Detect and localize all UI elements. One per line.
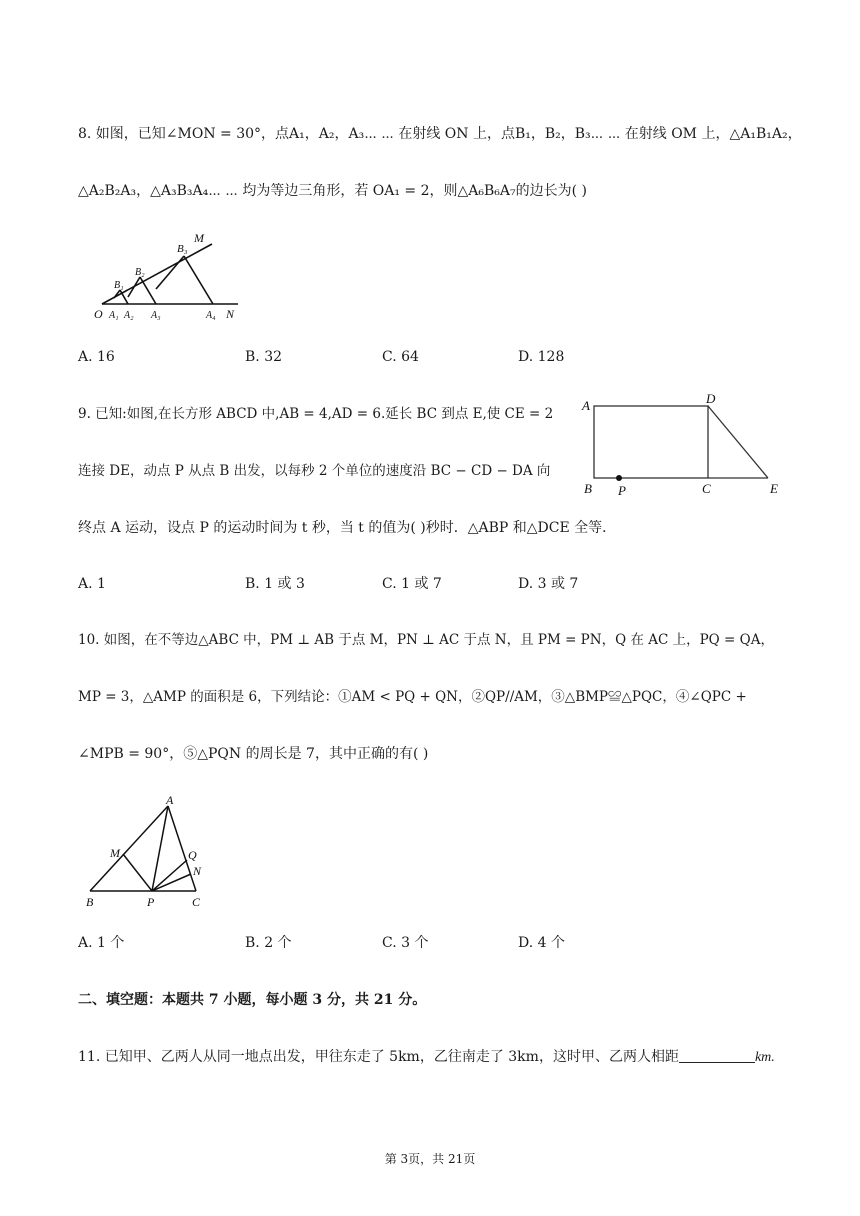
- q9-option-d: D. 3 或 7: [518, 576, 579, 592]
- q9-label-P: P: [618, 483, 626, 498]
- q8-label-A4: A₄: [206, 310, 216, 321]
- q8-label-M: M: [194, 231, 204, 245]
- q9-label-C: C: [702, 481, 711, 496]
- q10-label-P: P: [147, 895, 155, 909]
- q9-line1: 9. 已知:如图,在长方形 ABCD 中,AB = 4,AD = 6.延长 BC 到点 E,使 CE = 2: [78, 406, 554, 422]
- q8-label-B3: B₃: [177, 243, 188, 255]
- q10-figure: [84, 792, 214, 910]
- q9-label-A: A: [582, 398, 590, 413]
- q11-line: [78, 1047, 775, 1068]
- q8-label-N: N: [226, 307, 235, 321]
- q8-option-d: D. 128: [518, 349, 565, 365]
- q10-line1: 10. 如图，在不等边△ABC 中，PM ⊥ AB 于点 M，PN ⊥ AC 于点 N，且 PM = PN，Q 在 AC 上，PQ = QA，: [78, 632, 774, 648]
- q9-option-a: A. 1: [78, 576, 106, 592]
- q9-option-c: C. 1 或 7: [382, 576, 442, 592]
- q10-label-M: M: [110, 846, 120, 860]
- q11-text: 11. 已知甲、乙两人从同一地点出发，甲往东走了 5km，乙往南走了 3km，这时甲、乙两人相距: [78, 1049, 679, 1065]
- q8-option-b: B. 32: [245, 349, 283, 365]
- q10-option-c: C. 3 个: [382, 935, 429, 951]
- q9-option-b: B. 1 或 3: [245, 576, 305, 592]
- q10-label-Q: Q: [188, 848, 197, 862]
- q8-label-A2: A₂: [124, 310, 134, 321]
- q10-option-d: D. 4 个: [518, 935, 565, 951]
- q9-label-D: D: [706, 391, 716, 406]
- point-p: [616, 475, 622, 481]
- q10-line3: ∠MPB = 90°，⑤△PQN 的周长是 7，其中正确的有( ): [78, 746, 429, 762]
- q9-line2: 连接 DE，动点 P 从点 B 出发，以每秒 2 个单位的速度沿 BC − CD − DA 向: [78, 463, 551, 479]
- q8-line1: 8. 如图，已知∠MON = 30°，点A₁，A₂，A₃⋯ ⋯ 在射线 ON 上，点B₁，B₂，B₃⋯ ⋯ 在射线 OM 上，△A₁B₁A₂，: [78, 126, 802, 142]
- q9-label-B: B: [584, 481, 592, 496]
- q8-option-a: A. 16: [78, 349, 115, 365]
- q8-line2: △A₂B₂A₃，△A₃B₃A₄⋯ ⋯ 均为等边三角形，若 OA₁ = 2，则△A₆B₆A₇的边长为( ): [78, 183, 587, 199]
- section-heading: 二、填空题：本题共 7 小题，每小题 3 分，共 21 分。: [78, 992, 427, 1008]
- q8-label-B2: B₂: [135, 267, 145, 278]
- q10-line2: MP = 3，△AMP 的面积是 6，下列结论：①AM < PQ + QN，②QP//AM，③△BMP≌△PQC，④∠QPC +: [78, 689, 747, 705]
- q10-label-C: C: [192, 895, 201, 909]
- q8-figure: [88, 226, 248, 322]
- q11-unit: km.: [754, 1050, 775, 1065]
- q8-label-A1: A₁: [109, 310, 119, 321]
- q8-label-A3: A₃: [151, 310, 161, 321]
- q9-line3: 终点 A 运动，设点 P 的运动时间为 t 秒，当 t 的值为( )秒时．△ABP 和△DCE 全等．: [78, 520, 617, 536]
- q10-option-a: A. 1 个: [78, 935, 125, 951]
- q10-label-N: N: [193, 864, 202, 878]
- q10-option-b: B. 2 个: [245, 935, 292, 951]
- q9-figure: [578, 390, 788, 500]
- q8-option-c: C. 64: [382, 349, 419, 365]
- answer-blank[interactable]: [679, 1048, 755, 1063]
- q10-label-A: A: [166, 793, 174, 807]
- q8-label-O: O: [94, 307, 103, 321]
- q8-label-B1: B₁: [114, 280, 124, 291]
- page-footer: 第 3页，共 21页: [384, 1152, 476, 1166]
- q10-label-B: B: [86, 895, 94, 909]
- q9-label-E: E: [770, 481, 778, 496]
